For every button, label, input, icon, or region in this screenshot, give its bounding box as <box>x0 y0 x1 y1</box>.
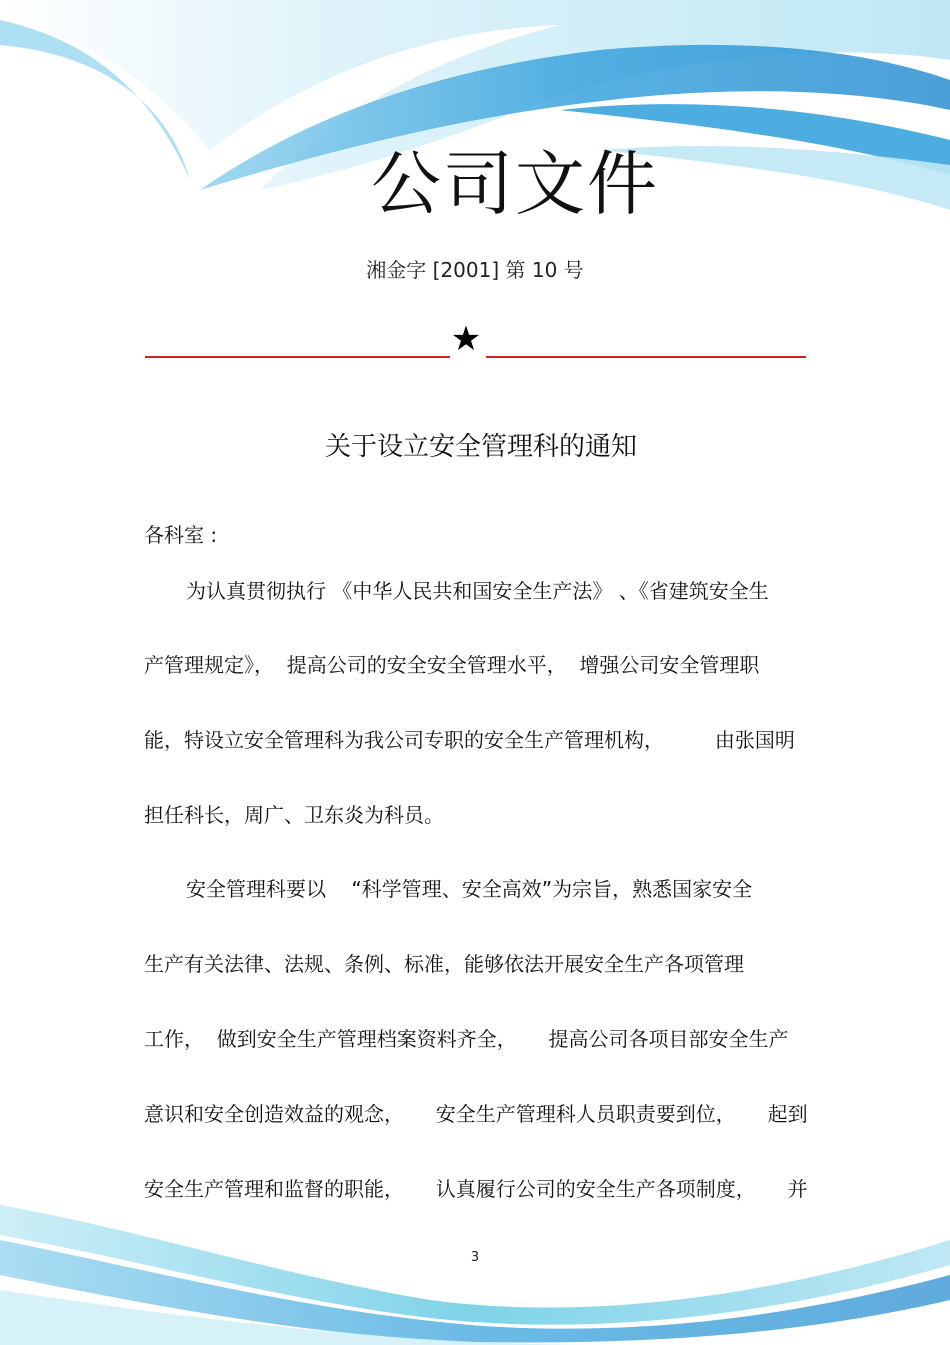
paragraph-line: 能，特设立安全管理科为我公司专职的安全生产管理机构， 由张国明 <box>144 728 795 752</box>
document-number: 湘金字 [2001] 第 10 号 <box>366 258 584 282</box>
paragraph-line: 担任科长，周广、卫东炎为科员。 <box>144 803 444 827</box>
red-rule-left <box>145 356 450 358</box>
notice-subject: 关于设立安全管理科的通知 <box>324 432 637 462</box>
page-number: 3 <box>470 1250 480 1265</box>
document-title: 公司文件 <box>371 143 659 225</box>
red-rule-right <box>486 356 806 358</box>
star-icon: ★ <box>450 319 482 359</box>
paragraph-line: 意识和安全创造效益的观念， 安全生产管理科人员职责要到位， 起到 <box>144 1102 808 1126</box>
paragraph-line: 安全管理科要以 “科学管理、安全高效”为宗旨，熟悉国家安全 <box>186 877 753 901</box>
paragraph-line: 为认真贯彻执行 《中华人民共和国安全生产法》 、《省建筑安全生 <box>186 579 769 603</box>
paragraph-line: 工作， 做到安全生产管理档案资料齐全， 提高公司各项目部安全生产 <box>144 1027 789 1051</box>
paragraph-line: 产管理规定》， 提高公司的安全安全管理水平， 增强公司安全管理职 <box>144 653 760 677</box>
paragraph-line: 安全生产管理和监督的职能， 认真履行公司的安全生产各项制度， 并 <box>144 1177 808 1201</box>
salutation: 各科室 : <box>144 523 218 547</box>
paragraph-line: 生产有关法律、法规、条例、标准，能够依法开展安全生产各项管理 <box>144 952 744 976</box>
